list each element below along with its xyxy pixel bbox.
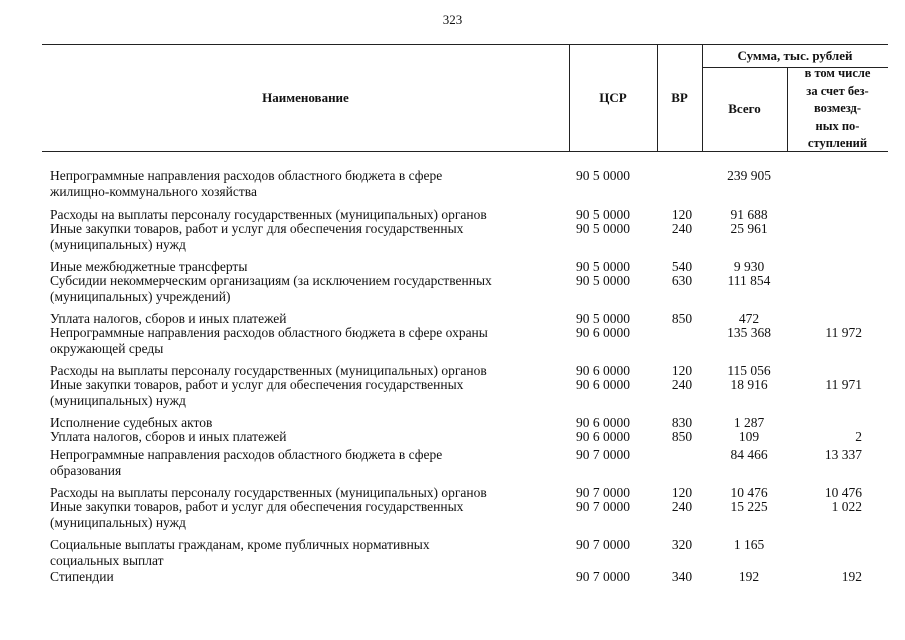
row-name [50,429,565,445]
header-total: Всего [728,101,761,116]
row-vr: 240 [671,221,693,236]
row-vr: 240 [671,499,693,514]
row-csr: 90 7 0000 [576,569,630,584]
row-csr: 90 5 0000 [576,259,630,274]
row-vr: 120 [671,207,693,222]
row-gratuitous: 2 [855,429,862,444]
row-gratuitous: 1 022 [831,499,862,514]
row-name-line: Уплата налогов, сборов и иных платежей [50,311,287,326]
row-total: 109 [738,429,760,444]
row-csr: 90 5 0000 [576,207,630,222]
row-total: 472 [738,311,760,326]
row-name [50,377,565,409]
row-name-line: Стипендии [50,569,114,584]
row-csr: 90 6 0000 [576,325,630,340]
header-gratuitous-line: возмезд- [813,101,862,116]
row-name-line: (муниципальных) нужд [50,237,186,252]
header-sum-group: Сумма, тыс. рублей [737,48,853,63]
row-name-line: Субсидии некоммерческим организациям (за исключением государственных [50,273,492,288]
row-vr: 120 [671,485,693,500]
row-total: 25 961 [730,221,768,236]
row-name-line: Иные межбюджетные трансферты [50,259,248,274]
row-name-line: Уплата налогов, сборов и иных платежей [50,429,287,444]
row-csr: 90 5 0000 [576,221,630,236]
row-csr: 90 7 0000 [576,499,630,514]
header-gratuitous-line: ных по- [815,118,860,133]
row-name [50,221,565,253]
row-name-line: Исполнение судебных актов [50,415,213,430]
row-csr: 90 5 0000 [576,311,630,326]
row-name-line: (муниципальных) нужд [50,515,186,530]
row-name [50,447,565,479]
row-total: 115 056 [727,363,771,378]
row-name-line: Непрограммные направления расходов областного бюджета в сфере [50,447,443,462]
row-name-line: Иные закупки товаров, работ и услуг для обеспечения государственных [50,221,464,236]
row-vr: 830 [671,415,693,430]
row-name-line: Непрограммные направления расходов областного бюджета в сфере [50,168,443,183]
row-name-line: (муниципальных) учреждений) [50,289,231,304]
row-vr: 320 [671,537,693,552]
row-name-line: (муниципальных) нужд [50,393,186,408]
row-name-line: окружающей среды [50,341,164,356]
row-name-line: Иные закупки товаров, работ и услуг для обеспечения государственных [50,499,464,514]
row-gratuitous: 192 [841,569,862,584]
row-total: 15 225 [730,499,768,514]
row-csr: 90 6 0000 [576,377,630,392]
row-csr: 90 5 0000 [576,168,630,183]
row-total: 10 476 [730,485,768,500]
row-name [50,168,565,200]
row-csr: 90 6 0000 [576,363,630,378]
row-name-line: Расходы на выплаты персоналу государственных (муниципальных) органов [50,207,487,222]
row-total: 239 905 [727,168,771,183]
row-csr: 90 7 0000 [576,537,630,552]
row-name-line: Непрограммные направления расходов областного бюджета в сфере охраны [50,325,488,340]
row-vr: 850 [671,429,693,444]
row-total: 1 165 [733,537,765,552]
row-name [50,325,565,357]
header-gratuitous-line: за счет без- [806,83,869,98]
row-total: 18 916 [730,377,768,392]
header-csr: ЦСР [599,90,627,105]
row-name-line: жилищно-коммунального хозяйства [50,184,257,199]
row-name [50,273,565,305]
row-name-line: Расходы на выплаты персоналу государственных (муниципальных) органов [50,363,487,378]
row-csr: 90 5 0000 [576,273,630,288]
row-name-line: социальных выплат [50,553,164,568]
row-vr: 240 [671,377,693,392]
row-total: 135 368 [727,325,771,340]
header-gratuitous-line: в том числе [804,66,871,81]
row-gratuitous: 13 337 [824,447,862,462]
row-csr: 90 7 0000 [576,447,630,462]
row-vr: 630 [671,273,693,288]
row-total: 84 466 [730,447,768,462]
row-total: 192 [738,569,760,584]
row-csr: 90 7 0000 [576,485,630,500]
row-name-line: Расходы на выплаты персоналу государственных (муниципальных) органов [50,485,487,500]
row-total: 111 854 [727,273,771,288]
header-gratuitous-line: ступлений [807,136,868,151]
row-vr: 850 [671,311,693,326]
header-vr: ВР [671,90,688,105]
row-gratuitous: 11 972 [825,325,862,340]
row-name-line: Социальные выплаты гражданам, кроме публичных нормативных [50,537,430,552]
row-gratuitous: 10 476 [824,485,862,500]
row-total: 1 287 [733,415,765,430]
row-vr: 120 [671,363,693,378]
header-name: Наименование [262,90,349,105]
page-number: 323 [442,12,463,27]
row-name [50,499,565,531]
row-name [50,537,565,569]
row-name-line: образования [50,463,122,478]
row-total: 91 688 [730,207,768,222]
row-csr: 90 6 0000 [576,429,630,444]
row-vr: 340 [671,569,693,584]
row-csr: 90 6 0000 [576,415,630,430]
row-total: 9 930 [733,259,765,274]
row-vr: 540 [671,259,693,274]
row-name-line: Иные закупки товаров, работ и услуг для обеспечения государственных [50,377,464,392]
row-name [50,569,565,585]
row-gratuitous: 11 971 [825,377,862,392]
